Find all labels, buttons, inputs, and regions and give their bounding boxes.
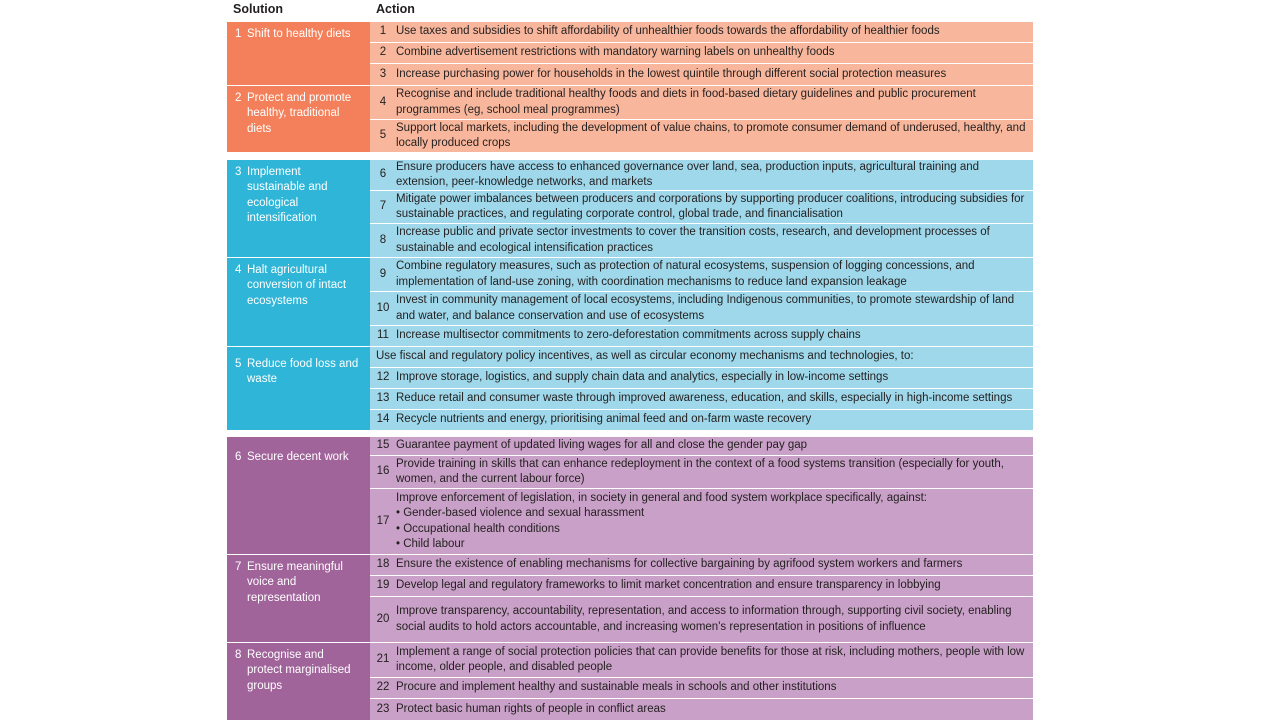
action-row-9: 9 Combine regulatory measures, such as protection of natural ecosystems, suspension of logging concessions, and implementation of land-use zoning, with coordination mechanisms to reduce land expansion leakage	[370, 258, 1033, 291]
action-row-6: 6 Ensure producers have access to enhanced governance over land, sea, production inputs, agricultural training and extension, peer-knowledge networks, and markets	[370, 160, 1033, 190]
action-17-text: Improve enforcement of legislation, in society in general and food system workplace specifically, against:	[396, 491, 927, 504]
action-row-10: 10 Invest in community management of local ecosystems, including Indigenous communities, to promote stewardship of land and water, and balance conservation and use of ecosystems	[370, 292, 1033, 325]
action-row-23: 23 Protect basic human rights of people in conflict areas	[370, 699, 1033, 720]
action-row-17: 17 Improve enforcement of legislation, in society in general and food system workplace specifically, against: • Gender-based violence and sexual harassment • Occupational health conditions • Child labour	[370, 489, 1033, 554]
action-17-bullet: • Gender-based violence and sexual harassment	[396, 507, 645, 520]
action-row-4: 4 Recognise and include traditional healthy foods and diets in food-based dietary guidelines and public procurement programmes (eg, school meal programmes)	[370, 86, 1033, 119]
action-row-18: 18 Ensure the existence of enabling mechanisms for collective bargaining by agrifood system workers and farmers	[370, 555, 1033, 575]
solution-column-header: Solution	[233, 2, 283, 16]
action-row-5: 5 Support local markets, including the development of value chains, to promote consumer demand of underused, healthy, and locally produced crops	[370, 120, 1033, 152]
action-row-7: 7 Mitigate power imbalances between producers and corporations by supporting producer coalitions, introducing subsidies for sustainable practices, and regulating corporate control, global trade, and financialisation	[370, 191, 1033, 223]
action-17-bullet: • Occupational health conditions	[396, 522, 560, 535]
solution-7-cell: 7 Ensure meaningful voice and representation	[227, 555, 370, 642]
solution-8-cell: 8 Recognise and protect marginalised groups	[227, 643, 370, 720]
solution-6-cell: 6 Secure decent work	[227, 437, 370, 554]
action-row-13: 13 Reduce retail and consumer waste through improved awareness, education, and skills, especially in high-income settings	[370, 389, 1033, 409]
action-row-16: 16 Provide training in skills that can enhance redeployment in the context of a food systems transition (especially for youth, women, and the current labour force)	[370, 456, 1033, 488]
action-row-15: 15 Guarantee payment of updated living wages for all and close the gender pay gap	[370, 437, 1033, 455]
solution-2-cell: 2 Protect and promote healthy, traditional diets	[227, 86, 370, 152]
action-row-12: 12 Improve storage, logistics, and supply chain data and analytics, especially in low-income settings	[370, 368, 1033, 388]
solution-5-cell: 5 Reduce food loss and waste	[227, 347, 370, 430]
action-17-bullet: • Child labour	[396, 537, 465, 550]
action-row-20: 20 Improve transparency, accountability, representation, and access to information through, supporting civil society, enabling social audits to hold actors accountable, and increasing women's representation in positions of influence	[370, 597, 1033, 642]
action-row-22: 22 Procure and implement healthy and sustainable meals in schools and other institutions	[370, 678, 1033, 698]
solution-1-cell: 1 Shift to healthy diets	[227, 22, 370, 85]
action-row-1: 1 Use taxes and subsidies to shift affordability of unhealthier foods towards the affordability of healthier foods	[370, 22, 1033, 42]
action-row-19: 19 Develop legal and regulatory frameworks to limit market concentration and ensure transparency in lobbying	[370, 576, 1033, 596]
action-intro-5: Use fiscal and regulatory policy incentives, as well as circular economy mechanisms and technologies, to:	[370, 347, 1033, 367]
action-row-21: 21 Implement a range of social protection policies that can provide benefits for those at risk, including mothers, people with low income, older people, and disabled people	[370, 643, 1033, 677]
action-row-8: 8 Increase public and private sector investments to cover the transition costs, research, and development processes of sustainable and ecological intensification practices	[370, 224, 1033, 257]
action-row-14: 14 Recycle nutrients and energy, prioritising animal feed and on-farm waste recovery	[370, 410, 1033, 430]
action-row-11: 11 Increase multisector commitments to zero-deforestation commitments across supply chains	[370, 326, 1033, 346]
action-column-header: Action	[376, 2, 415, 16]
action-row-2: 2 Combine advertisement restrictions with mandatory warning labels on unhealthy foods	[370, 43, 1033, 63]
action-row-3: 3 Increase purchasing power for households in the lowest quintile through different social protection measures	[370, 64, 1033, 85]
solution-4-cell: 4 Halt agricultural conversion of intact ecosystems	[227, 258, 370, 346]
solution-3-cell: 3 Implement sustainable and ecological intensification	[227, 160, 370, 257]
